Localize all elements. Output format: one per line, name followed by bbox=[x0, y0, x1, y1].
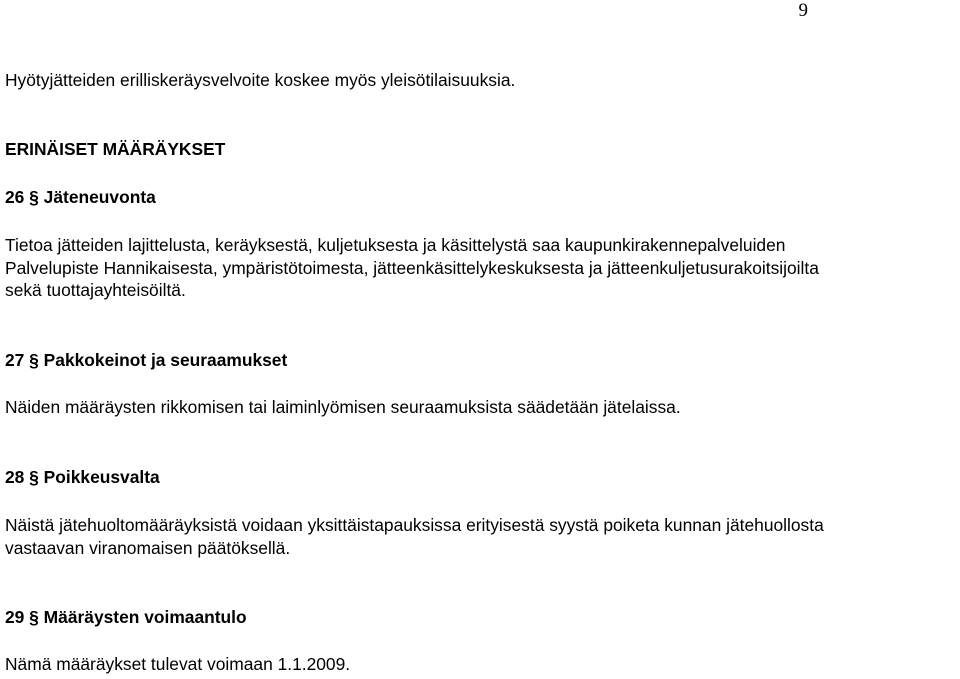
section-26-line-3: sekä tuottajayhteisöiltä. bbox=[5, 280, 186, 300]
section-26-line-2: Palvelupiste Hannikaisesta, ympäristötoimesta, jätteenkäsittelykeskuksesta ja jätteenkuljetusurakoitsijoilta bbox=[5, 257, 819, 278]
section-27-heading: 27 § Pakkokeinot ja seuraamukset bbox=[5, 350, 288, 370]
page-number: 9 bbox=[798, 0, 808, 21]
section-26-heading: 26 § Jäteneuvonta bbox=[5, 187, 156, 207]
section-29-body bbox=[5, 653, 960, 676]
section-26-line-1: Tietoa jätteiden lajittelusta, keräyksestä, kuljetuksesta ja käsittelystä saa kaupunkirakennepalveluiden bbox=[5, 235, 786, 255]
section-28-heading: 28 § Poikkeusvalta bbox=[5, 467, 160, 487]
section-27-line-1: Näiden määräysten rikkomisen tai laiminlyömisen seuraamuksista säädetään jätelaissa. bbox=[5, 397, 681, 417]
section-27-body bbox=[5, 396, 960, 419]
section-28-line-1: Näistä jätehuoltomääräyksistä voidaan yksittäistapauksissa erityisestä syystä poiketa kunnan jätehuollosta bbox=[5, 515, 824, 535]
section-29-heading: 29 § Määräysten voimaantulo bbox=[5, 607, 247, 627]
main-heading: ERINÄISET MÄÄRÄYKSET bbox=[5, 139, 226, 159]
section-28-line-2: vastaavan viranomaisen päätöksellä. bbox=[5, 537, 291, 558]
section-29-line-1: Nämä määräykset tulevat voimaan 1.1.2009. bbox=[5, 654, 351, 674]
section-28-body bbox=[5, 514, 960, 559]
section-26-body bbox=[5, 234, 960, 302]
intro-paragraph: Hyötyjätteiden erilliskeräysvelvoite koskee myös yleisötilaisuuksia. bbox=[5, 70, 516, 90]
